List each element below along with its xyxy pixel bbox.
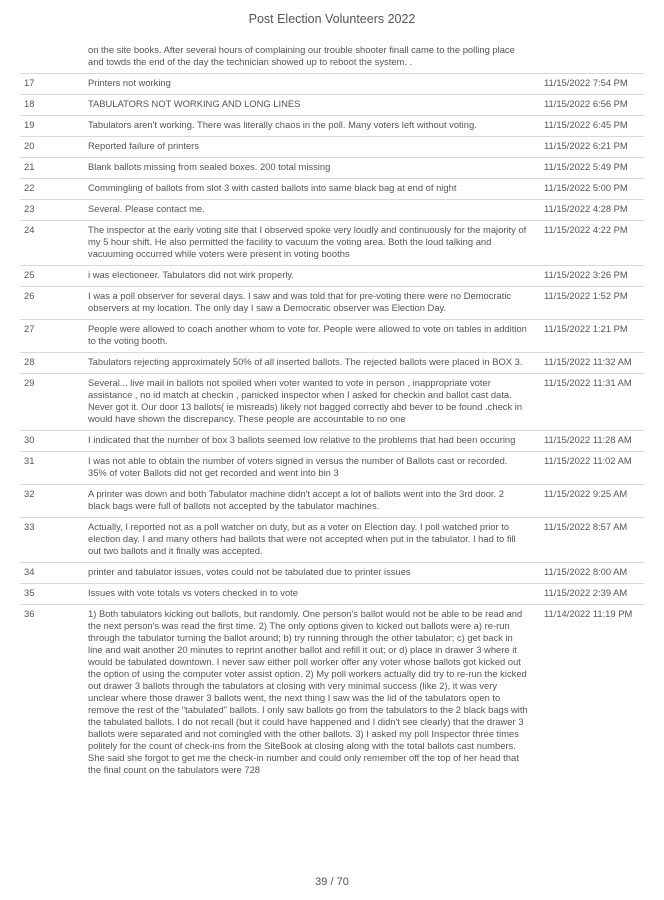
- table-row: [20, 320, 644, 353]
- response-text: People were allowed to coach another whom to vote for. People were allowed to vote on tables in addition to the voting booth.: [88, 320, 540, 353]
- table-row: [20, 452, 644, 485]
- response-text: Tabulators aren't working. There was literally chaos in the poll. Many voters left without voting.: [88, 116, 540, 137]
- response-number: 33: [20, 518, 88, 563]
- response-date: 11/15/2022 6:21 PM: [540, 137, 644, 158]
- response-text: Actually, I reported not as a poll watcher on duty, but as a voter on Election day. I poll watched prior to election day. I and many others had ballots that were not accepted when put in the tabulator. I had to fill out two ballots and it finally was accepted.: [88, 518, 540, 563]
- response-text: Several. Please contact me.: [88, 200, 540, 221]
- response-text: I was a poll observer for several days. I saw and was told that for pre-voting there were no Democratic observers at my location. The only day I saw a Democratic observer was Election Day.: [88, 287, 540, 320]
- table-row: [20, 431, 644, 452]
- response-text: A printer was down and both Tabulator machine didn't accept a lot of ballots went into the 3rd door. 2 black bags were full of ballots not accepted by the tabulator machines.: [88, 485, 540, 518]
- response-number: 21: [20, 158, 88, 179]
- table-row: [20, 287, 644, 320]
- response-number: [20, 40, 88, 74]
- table-row: [20, 40, 644, 74]
- table-row: [20, 158, 644, 179]
- response-text: I was not able to obtain the number of voters signed in versus the number of Ballots cast or recorded. 35% of voter Ballots did not get recorded and went into bin 3: [88, 452, 540, 485]
- response-text: i was electioneer. Tabulators did not wirk properly.: [88, 266, 540, 287]
- response-number: 23: [20, 200, 88, 221]
- table-row: [20, 353, 644, 374]
- response-text: 1) Both tabulators kicking out ballots, but randomly. One person's ballot would not be able to be read and the next person's was read the first time. 2) The only options given to kicked out ballots were a) re-run through the tabulator turning the ballot around; b) try running through the other tabulator; c) get back in line and wait another 20 minutes to reprint another ballot and refill it out; or d) place in drawer 3 where it would be tabulated downtown. I never saw either poll worker offer any voter whose ballots got kicked out the option of using the computer voter assist option. 2) My poll workers actually did try to re-run the kicked out drawer 3 ballots through the tabulators at closing with very minimal success (like 2), it was very unclear where those drawer 3 ballots went, the next thing I saw was the lid of the tabulators open to remove the rest of the "tabulated" ballots. I only saw ballots go from the tabulators to the 2 black bags with the tabulated ballots. I do not recall (but it could have happened and I didn't see clearly) that the drawer 3 ballots were separated and not comingled with the other ballots. 3) I asked my poll Inspector three times politely for the count of check-ins from the SiteBook at closing along with the total ballots cast numbers. She said she forgot to get me the check-in number and could only remember off the top of her head that the final count on the tabulators were 728: [88, 608, 528, 775]
- response-date: 11/15/2022 8:00 AM: [540, 563, 644, 584]
- response-date: 11/15/2022 11:31 AM: [540, 374, 644, 431]
- response-date: 11/15/2022 3:26 PM: [540, 266, 644, 287]
- responses-table: [20, 40, 644, 781]
- response-date: 11/15/2022 1:21 PM: [540, 320, 644, 353]
- response-date: 11/15/2022 6:45 PM: [540, 116, 644, 137]
- table-row: [20, 563, 644, 584]
- table-row: [20, 485, 644, 518]
- response-date: 11/15/2022 4:22 PM: [540, 221, 644, 266]
- response-number: 17: [20, 74, 88, 95]
- response-number: 30: [20, 431, 88, 452]
- response-text: Several... live mail in ballots not spoiled when voter wanted to vote in person , inappropriate voter assistance , no id match at checkin , panicked inspector when I asked for checkin and ballot cast data. Never got it. Our door 13 ballots( ie misreads) likely not bagged correctly abd bever to be found .check in would have shown the discrepancy. These people are accountable to no one: [88, 374, 540, 431]
- response-date: 11/15/2022 7:54 PM: [540, 74, 644, 95]
- response-date: 11/15/2022 6:56 PM: [540, 95, 644, 116]
- table-row: [20, 74, 644, 95]
- response-number: 18: [20, 95, 88, 116]
- response-number: 34: [20, 563, 88, 584]
- response-number: 36: [24, 608, 35, 619]
- response-number: 19: [20, 116, 88, 137]
- response-text: Issues with vote totals vs voters checked in to vote: [88, 584, 540, 605]
- response-number: 24: [20, 221, 88, 266]
- response-number: 25: [20, 266, 88, 287]
- response-number: 28: [20, 353, 88, 374]
- response-number: 20: [20, 137, 88, 158]
- response-date: 11/15/2022 8:57 AM: [540, 518, 644, 563]
- table-row: [20, 221, 644, 266]
- response-text: Tabulators rejecting approximately 50% of all inserted ballots. The rejected ballots were placed in BOX 3.: [88, 353, 540, 374]
- response-text: printer and tabulator issues, votes could not be tabulated due to printer issues: [88, 563, 540, 584]
- page-title: Post Election Volunteers 2022: [248, 12, 416, 26]
- response-date: 11/15/2022 9:25 AM: [540, 485, 644, 518]
- response-text: Reported failure of printers: [88, 137, 540, 158]
- responses-table-body: [20, 40, 644, 781]
- response-number: 31: [20, 452, 88, 485]
- response-date: 11/15/2022 4:28 PM: [540, 200, 644, 221]
- table-row: [20, 605, 644, 782]
- response-number: 27: [20, 320, 88, 353]
- table-row: [20, 116, 644, 137]
- table-row: [20, 518, 644, 563]
- table-row: [20, 179, 644, 200]
- table-row: [20, 266, 644, 287]
- response-number: 35: [20, 584, 88, 605]
- response-text: on the site books. After several hours of complaining our trouble shooter finall came to the polling place and towds the end of the day the technician showed up to reboot the system. .: [88, 40, 540, 74]
- response-text: Commingling of ballots from slot 3 with casted ballots into same black bag at end of night: [88, 179, 540, 200]
- response-text: Printers not working: [88, 74, 540, 95]
- response-date: 11/15/2022 11:32 AM: [540, 353, 644, 374]
- response-text: Blank ballots missing from sealed boxes. 200 total missing: [88, 158, 540, 179]
- response-text: I indicated that the number of box 3 ballots seemed low relative to the problems that had been occuring: [88, 431, 540, 452]
- table-row: [20, 374, 644, 431]
- response-date: 11/15/2022 11:28 AM: [540, 431, 644, 452]
- table-row: [20, 137, 644, 158]
- response-number: 26: [20, 287, 88, 320]
- response-date: [540, 40, 644, 74]
- table-row: [20, 95, 644, 116]
- response-number: 32: [20, 485, 88, 518]
- response-date: 11/15/2022 11:02 AM: [540, 452, 644, 485]
- response-text: The inspector at the early voting site that I observed spoke very loudly and continuously for the majority of my 5 hour shift. He also permitted the facility to vacuum the voting area. Both the loud talking and vacuuming occurred while voters were present in voting booths: [88, 221, 540, 266]
- table-row: [20, 584, 644, 605]
- response-number: 22: [20, 179, 88, 200]
- response-text: TABULATORS NOT WORKING AND LONG LINES: [88, 95, 540, 116]
- response-date: 11/14/2022 11:19 PM: [544, 608, 633, 619]
- response-number: 29: [20, 374, 88, 431]
- table-row: [20, 200, 644, 221]
- response-date: 11/15/2022 2:39 AM: [540, 584, 644, 605]
- response-date: 11/15/2022 1:52 PM: [540, 287, 644, 320]
- response-date: 11/15/2022 5:49 PM: [540, 158, 644, 179]
- response-date: 11/15/2022 5:00 PM: [540, 179, 644, 200]
- page-number: 39 / 70: [315, 876, 349, 888]
